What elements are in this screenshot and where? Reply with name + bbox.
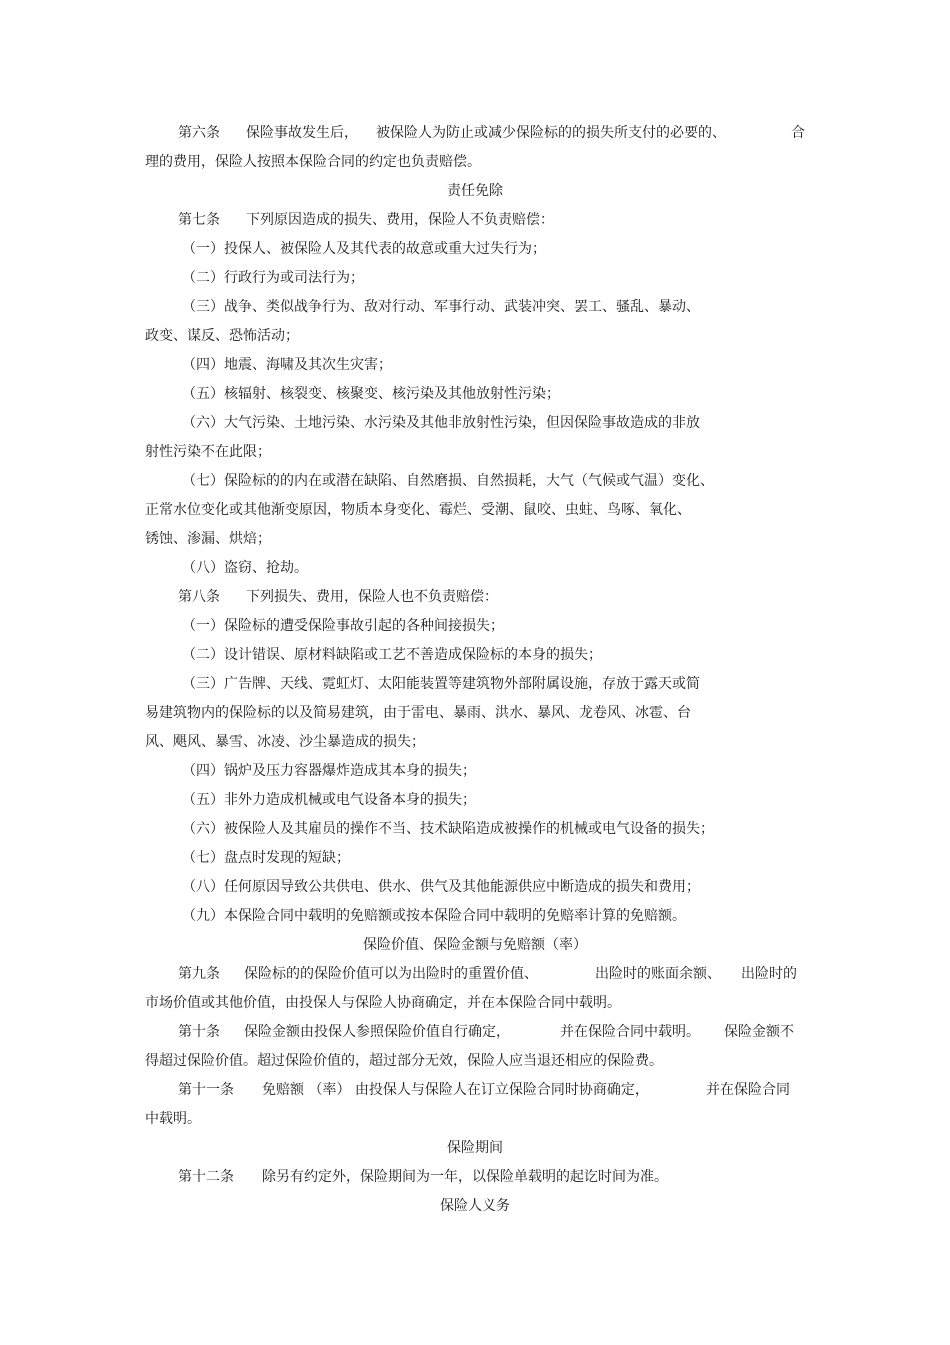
article-7-text: 下列原因造成的损失、费用，保险人不负责赔偿： xyxy=(246,212,554,228)
section-heading-insurer-duty: 保险人义务 xyxy=(440,1198,510,1214)
article-7-item: （三）战争、类似战争行为、敌对行动、军事行动、武装冲突、罢工、骚乱、暴动、 xyxy=(182,299,700,315)
article-7-item: （六）大气污染、土地污染、水污染及其他非放射性污染，但因保险事故造成的非放 xyxy=(182,415,700,431)
article-8-item: （四）锅炉及压力容器爆炸造成其本身的损失； xyxy=(182,763,476,779)
article-11-line-2: 中载明。 xyxy=(145,1111,201,1127)
article-7-item-continued: 射性污染不在此限； xyxy=(145,444,271,460)
article-10-text-c: 保险金额不 xyxy=(724,1024,794,1040)
article-7-item-continued: 正常水位变化或其他渐变原因，物质本身变化、霉烂、受潮、鼠咬、虫蛀、鸟啄、氧化、 xyxy=(145,502,691,518)
article-8-heading: 第八条 xyxy=(178,589,220,605)
article-9-heading: 第九条 xyxy=(178,966,220,982)
article-12-heading: 第十二条 xyxy=(178,1169,234,1185)
article-11-text-b: 并在保险合同 xyxy=(706,1082,790,1098)
article-10-line-2: 得超过保险价值。超过保险价值的，超过部分无效，保险人应当退还相应的保险费。 xyxy=(145,1053,663,1069)
article-8-item: （六）被保险人及其雇员的操作不当、技术缺陷造成被操作的机械或电气设备的损失； xyxy=(182,821,714,837)
article-10-heading: 第十条 xyxy=(178,1024,220,1040)
article-7-item-continued: 锈蚀、渗漏、烘焙； xyxy=(145,531,271,547)
article-9-line-2: 市场价值或其他价值，由投保人与保险人协商确定，并在本保险合同中载明。 xyxy=(145,995,621,1011)
article-9-text-c: 出险时的 xyxy=(741,966,797,982)
article-8-item: （二）设计错误、原材料缺陷或工艺不善造成保险标的本身的损失； xyxy=(182,647,602,663)
article-10-text-a: 保险金额由投保人参照保险价值自行确定， xyxy=(244,1024,510,1040)
article-12-text: 除另有约定外，保险期间为一年，以保险单载明的起讫时间为准。 xyxy=(262,1169,668,1185)
article-11-heading: 第十一条 xyxy=(178,1082,234,1098)
article-6-text-b: 被保险人为防止或减少保险标的的损失所支付的必要的、 xyxy=(376,125,726,141)
article-7-item: （四）地震、海啸及其次生灾害； xyxy=(182,357,392,373)
article-8-item: （一）保险标的遭受保险事故引起的各种间接损失； xyxy=(182,618,504,634)
article-8-item-continued: 易建筑物内的保险标的以及简易建筑，由于雷电、暴雨、洪水、暴风、龙卷风、冰雹、台 xyxy=(145,705,691,721)
article-6-text-a: 保险事故发生后， xyxy=(246,125,358,141)
section-heading-value: 保险价值、保险金额与免赔额（率） xyxy=(363,937,587,953)
article-10-text-b: 并在保险合同中载明。 xyxy=(560,1024,700,1040)
article-6-text-c: 合 xyxy=(791,125,805,141)
article-6-line-2: 理的费用，保险人按照本保险合同的约定也负责赔偿。 xyxy=(145,154,481,170)
article-8-item: （五）非外力造成机械或电气设备本身的损失； xyxy=(182,792,476,808)
article-8-item: （八）任何原因导致公共供电、供水、供气及其他能源供应中断造成的损失和费用； xyxy=(182,879,700,895)
article-7-item: （七）保险标的的内在或潜在缺陷、自然磨损、自然损耗，大气（气候或气温）变化、 xyxy=(182,473,714,489)
article-11-text-a: 免赔额 （率） 由投保人与保险人在订立保险合同时协商确定， xyxy=(262,1082,649,1098)
article-7-item: （五）核辐射、核裂变、核聚变、核污染及其他放射性污染； xyxy=(182,386,560,402)
section-heading-exclusion: 责任免除 xyxy=(447,183,503,199)
article-8-item: （三）广告牌、天线、霓虹灯、太阳能装置等建筑物外部附属设施，存放于露天或简 xyxy=(182,676,700,692)
article-7-item-continued: 政变、谋反、恐怖活动； xyxy=(145,328,299,344)
article-8-item: （九）本保险合同中载明的免赔额或按本保险合同中载明的免赔率计算的免赔额。 xyxy=(182,908,686,924)
article-7-item: （二）行政行为或司法行为； xyxy=(182,270,364,286)
article-7-heading: 第七条 xyxy=(178,212,220,228)
article-7-item: （八）盗窃、抢劫。 xyxy=(182,560,308,576)
article-8-item-continued: 风、飓风、暴雪、冰凌、沙尘暴造成的损失； xyxy=(145,734,425,750)
article-6-heading: 第六条 xyxy=(178,125,220,141)
article-9-text-b: 出险时的账面余额、 xyxy=(595,966,721,982)
article-8-item: （七）盘点时发现的短缺； xyxy=(182,850,350,866)
article-9-text-a: 保险标的的保险价值可以为出险时的重置价值、 xyxy=(244,966,538,982)
section-heading-period: 保险期间 xyxy=(447,1140,503,1156)
article-8-text: 下列损失、费用，保险人也不负责赔偿： xyxy=(246,589,498,605)
article-7-item: （一）投保人、被保险人及其代表的故意或重大过失行为； xyxy=(182,241,546,257)
